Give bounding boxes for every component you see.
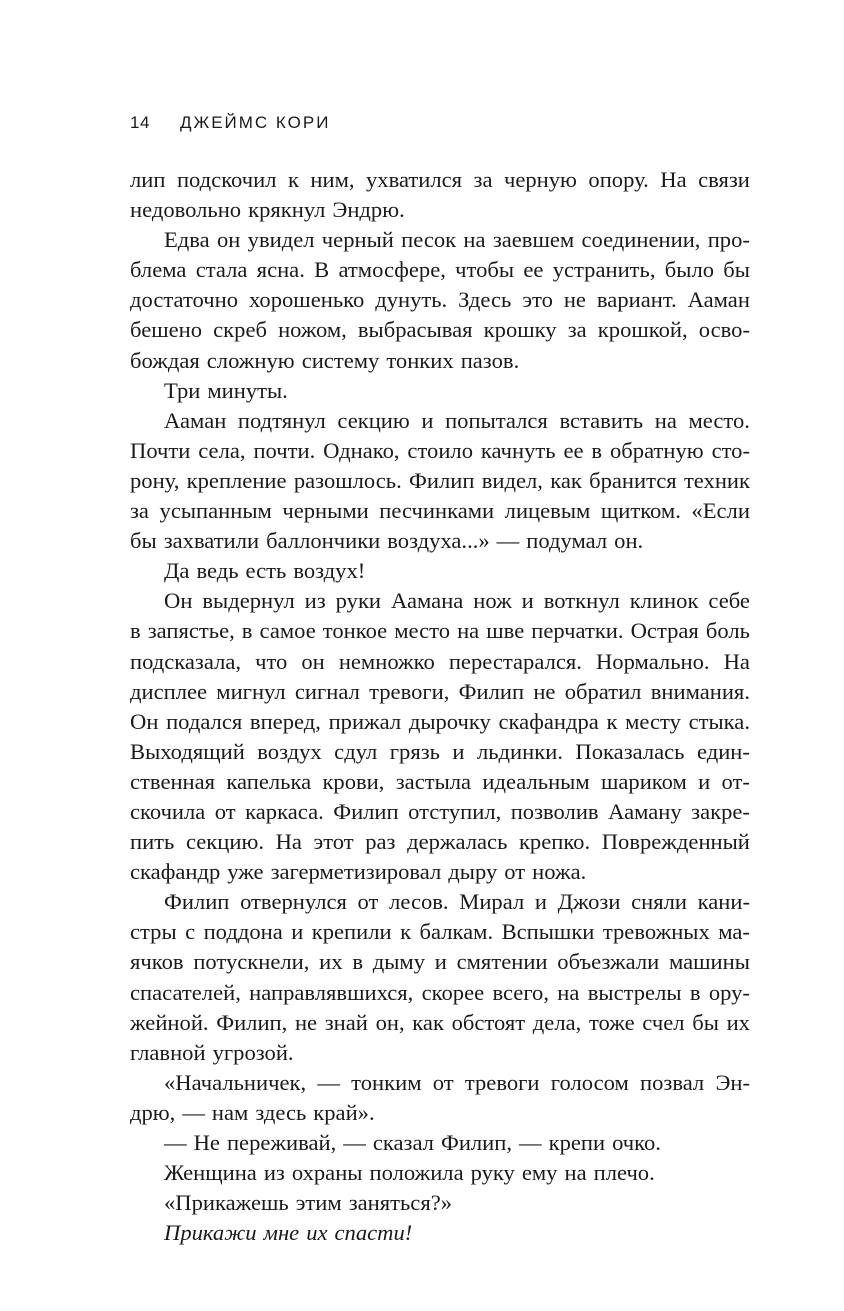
text-line: Он подался вперед, прижал дырочку скафандра к месту стыка. (130, 708, 750, 734)
text-line: дрю, — нам здесь край». (130, 1099, 375, 1125)
page-number: 14 (130, 113, 150, 132)
running-head (130, 112, 330, 134)
text-line: блема стала ясна. В атмосфере, чтобы ее устранить, было бы (130, 257, 750, 283)
text-line: спасателей, направлявшихся, скорее всего, на выстрелы в ору- (130, 979, 750, 1005)
text-line: рону, крепление разошлось. Филип видел, как бранится техник (130, 467, 750, 493)
text-line: скочила от каркаса. Филип отступил, позволив Ааману закре- (130, 798, 750, 824)
text-line: лип подскочил к ним, ухватился за черную опору. На связи (130, 167, 750, 192)
text-line: бы захватили баллончики воздуха...» — подумал он. (130, 528, 644, 554)
text-line: Да ведь есть воздух! (164, 558, 366, 584)
text-line: «Начальничек, — тонким от тревоги голосом позвал Эн- (164, 1069, 750, 1095)
text-line: Ааман подтянул секцию и попытался вставить на место. (164, 407, 750, 433)
text-line: Едва он увидел черный песок на заевшем соединении, про- (164, 227, 750, 253)
text-line: Выходящий воздух сдул грязь и льдинки. Показалась един- (130, 738, 750, 764)
text-line: скафандр уже загерметизировал дыру от ножа. (130, 859, 587, 885)
text-line: главной угрозой. (130, 1039, 294, 1065)
text-line: за усыпанным черными песчинками лицевым щитком. «Если (130, 498, 750, 524)
text-line: пить секцию. На этот раз держалась крепко. Поврежденный (130, 829, 750, 855)
text-line: Он выдернул из руки Аамана нож и воткнул клинок себе (164, 588, 750, 614)
text-line: — Не переживай, — сказал Филип, — крепи очко. (164, 1130, 661, 1155)
body-text (130, 165, 750, 1248)
text-line: в запястье, в самое тонкое место на шве перчатки. Острая боль (130, 618, 750, 644)
text-line: бождая сложную систему тонких пазов. (130, 347, 520, 373)
text-line: Прикажи мне их спасти! (164, 1220, 413, 1246)
text-line: Почти села, почти. Однако, стоило качнуть ее в обратную сто- (130, 437, 750, 463)
text-line: стры с поддона и крепили к балкам. Вспышки тревожных ма- (130, 919, 750, 945)
text-line: жейной. Филип, не знай он, как обстоят дела, тоже счел бы их (130, 1009, 750, 1035)
text-line: недовольно крякнул Эндрю. (130, 197, 405, 223)
text-line: ственная капелька крови, застыла идеальным шариком и от- (130, 768, 750, 794)
running-title: ДЖЕЙМС КОРИ (180, 113, 331, 132)
text-line: подсказала, что он немножко перестарался. Нормально. На (130, 648, 750, 674)
text-line: достаточно хорошенько дунуть. Здесь это не вариант. Ааман (130, 287, 750, 313)
text-line: ячков потускнели, их в дыму и смятении объезжали машины (130, 949, 750, 975)
text-line: Три минуты. (164, 377, 288, 403)
text-line: дисплее мигнул сигнал тревоги, Филип не обратил внимания. (130, 678, 750, 704)
text-line: Филип отвернулся от лесов. Мирал и Джози сняли кани- (164, 889, 750, 915)
text-line: бешено скреб ножом, выбрасывая крошку за крошкой, осво- (130, 317, 750, 343)
text-line: «Прикажешь этим заняться?» (164, 1190, 453, 1216)
text-line: Женщина из охраны положила руку ему на плечо. (164, 1160, 655, 1186)
